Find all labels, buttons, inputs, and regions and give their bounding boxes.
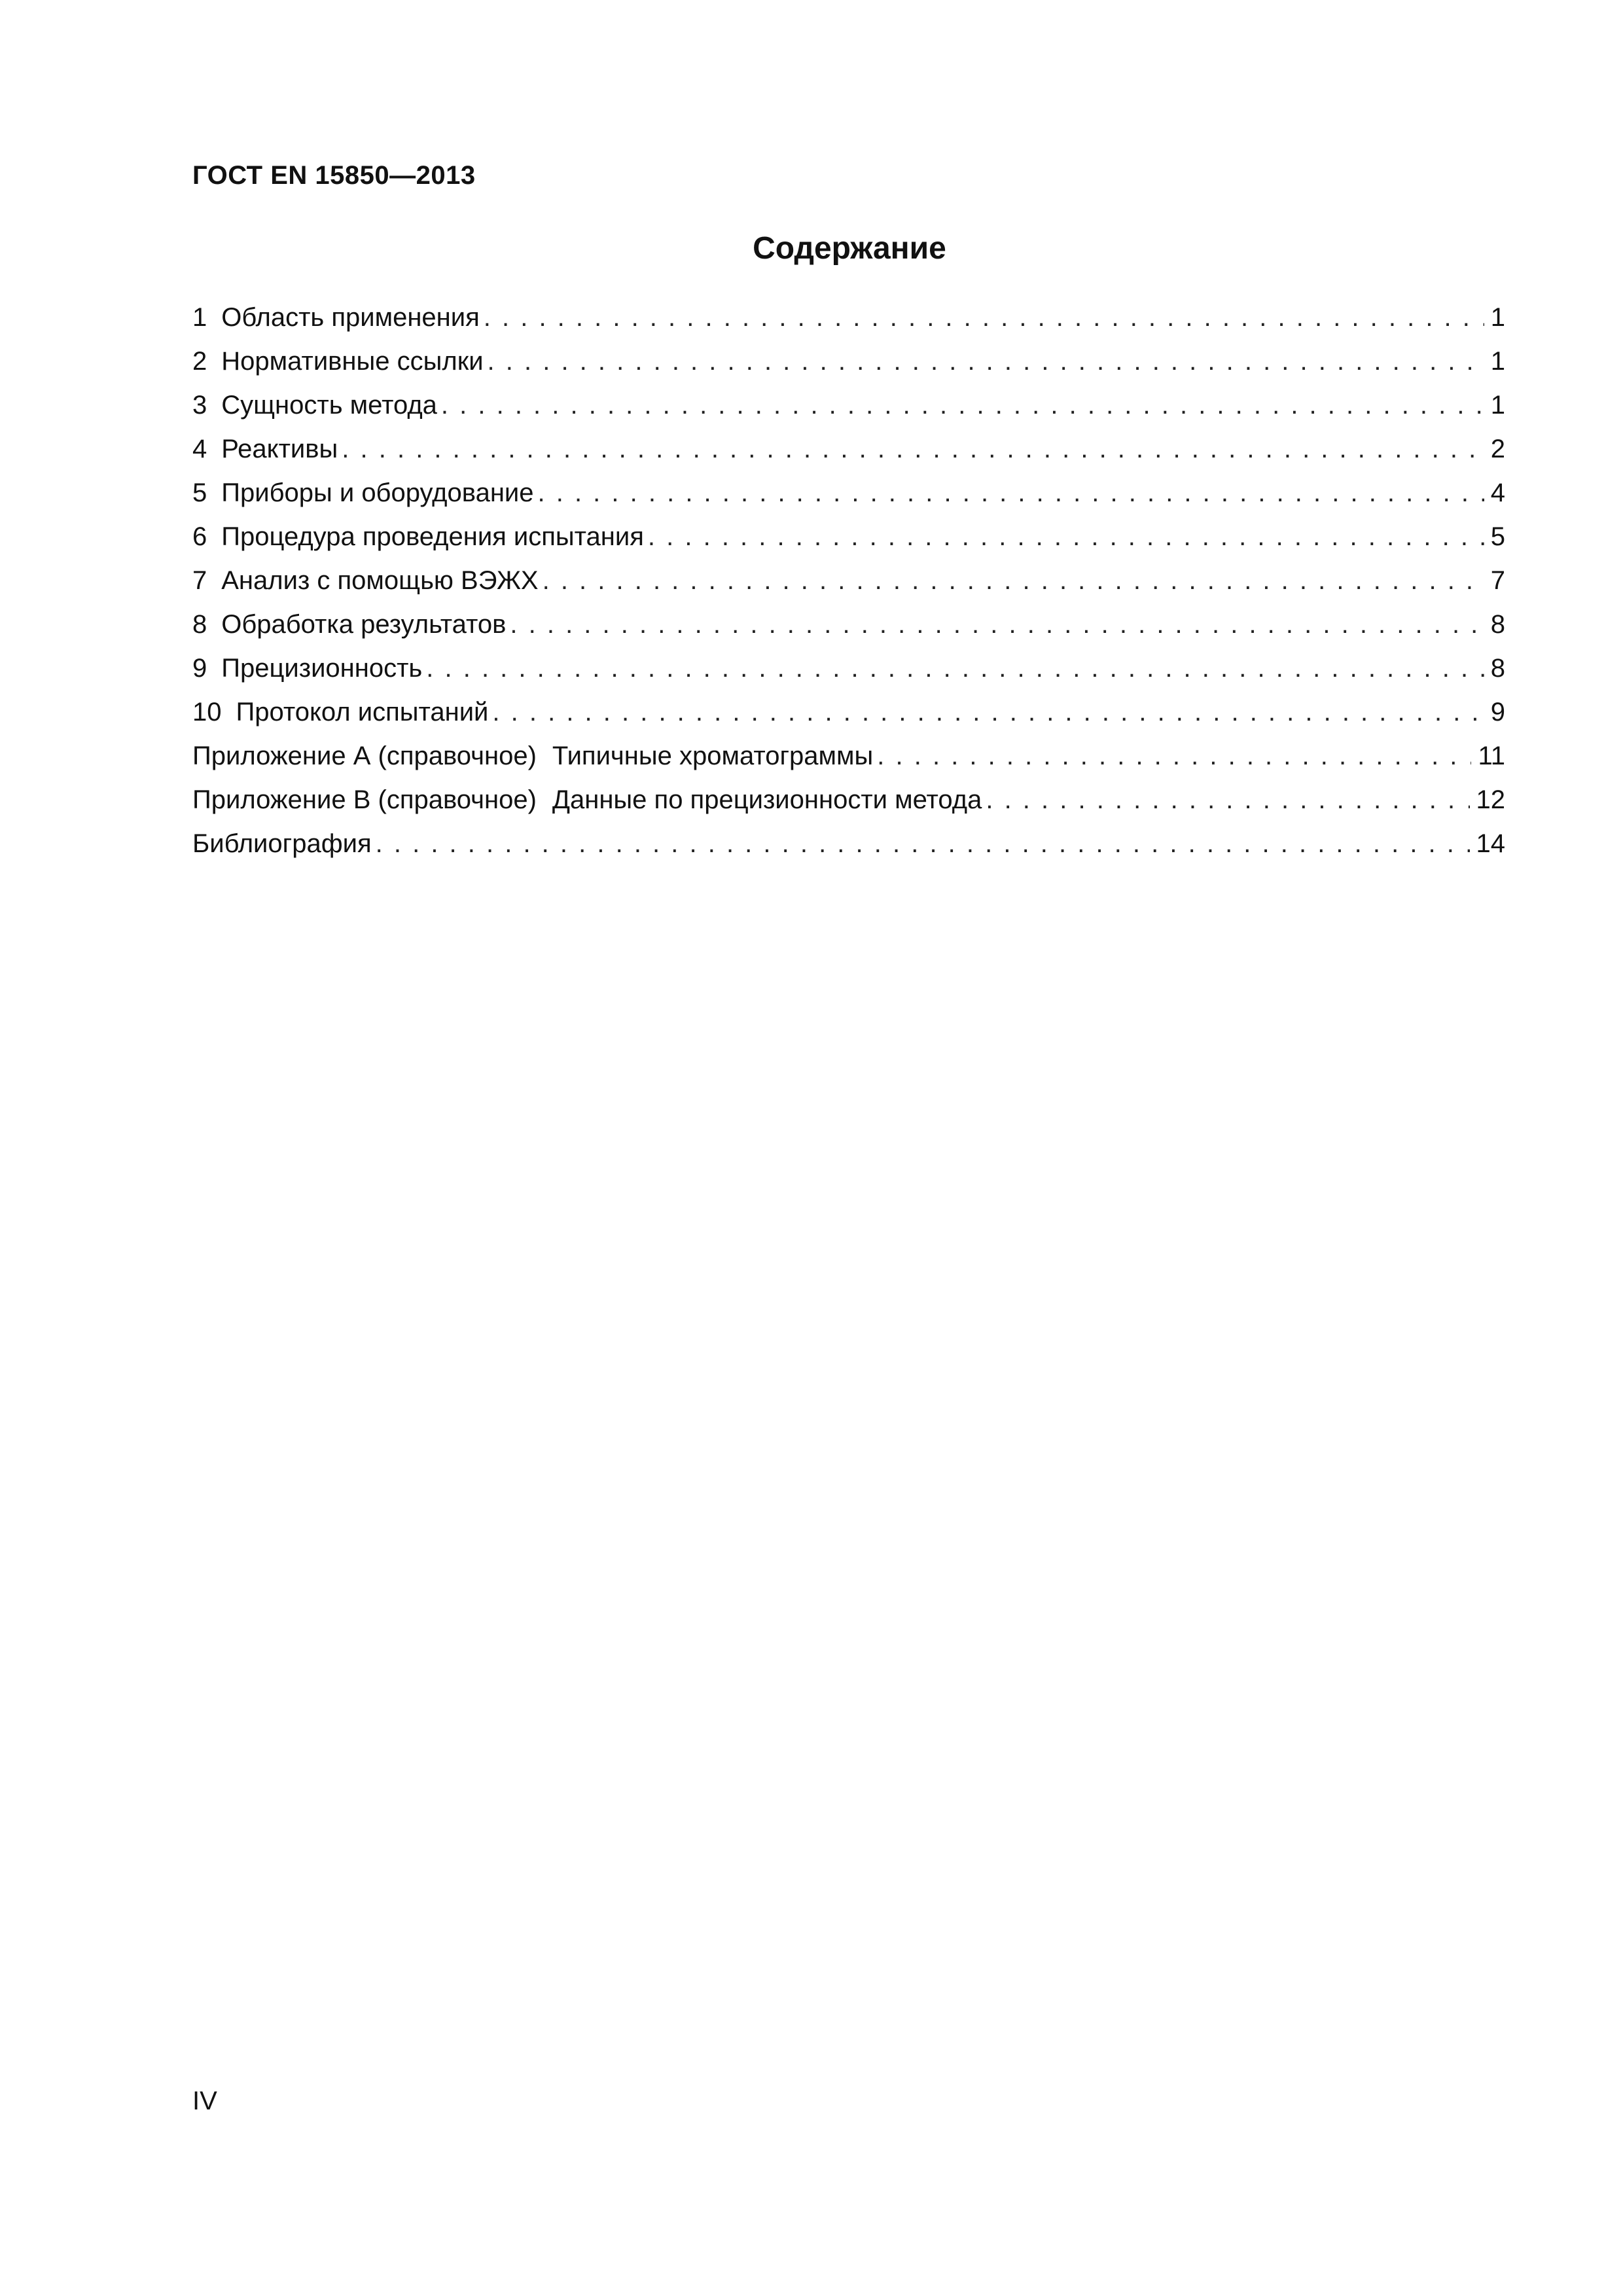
toc-appendix-prefix: Приложение А (справочное) xyxy=(192,742,537,770)
toc-item-number: 5 xyxy=(192,478,207,507)
toc-dot-leader xyxy=(376,822,1470,866)
toc-item-page: 1 xyxy=(1490,347,1505,376)
toc-dot-leader xyxy=(426,647,1484,691)
toc-item-number: 1 xyxy=(192,303,207,332)
toc-item-appendix[interactable] xyxy=(192,778,1505,822)
toc-dot-leader xyxy=(538,471,1484,515)
toc-item-number: 10 xyxy=(192,698,222,726)
toc-item-page: 12 xyxy=(1476,785,1505,814)
toc-item-page: 11 xyxy=(1478,742,1505,770)
toc-item[interactable] xyxy=(192,471,1505,515)
toc-dot-leader xyxy=(986,778,1469,822)
toc-item-label: Протокол испытаний xyxy=(236,698,489,726)
toc-item-bibliography[interactable] xyxy=(192,822,1505,866)
toc-item-page: 8 xyxy=(1490,610,1505,639)
toc-item-appendix[interactable] xyxy=(192,734,1505,778)
toc-dot-leader xyxy=(510,603,1484,647)
toc-item-page: 14 xyxy=(1476,829,1505,858)
toc-item-page: 2 xyxy=(1490,435,1505,463)
toc-title: Содержание xyxy=(753,231,946,266)
toc-item[interactable] xyxy=(192,691,1505,734)
toc-dot-leader xyxy=(648,515,1484,559)
toc-item-page: 4 xyxy=(1490,478,1505,507)
toc-item[interactable] xyxy=(192,603,1505,647)
toc-item-page: 9 xyxy=(1490,698,1505,726)
toc-item-page: 1 xyxy=(1490,303,1505,332)
toc-item-label: Обработка результатов xyxy=(221,610,507,639)
toc-dot-leader xyxy=(488,340,1484,384)
toc-item-page: 7 xyxy=(1490,566,1505,595)
toc-item-number: 8 xyxy=(192,610,207,639)
toc-item-label: Нормативные ссылки xyxy=(221,347,484,376)
toc-item-page: 5 xyxy=(1490,522,1505,551)
toc-item-number: 2 xyxy=(192,347,207,376)
toc-dot-leader xyxy=(877,734,1471,778)
toc-item[interactable] xyxy=(192,427,1505,471)
toc-item-label: Сущность метода xyxy=(221,391,437,420)
toc-dot-leader xyxy=(441,384,1484,427)
toc-item-label: Приборы и оборудование xyxy=(221,478,534,507)
toc-item-label: Библиография xyxy=(192,829,372,858)
toc-item[interactable] xyxy=(192,340,1505,384)
toc-item-number: 9 xyxy=(192,654,207,683)
toc-dot-leader xyxy=(492,691,1484,734)
toc-item[interactable] xyxy=(192,384,1505,427)
toc-dot-leader xyxy=(342,427,1484,471)
toc-item-label: Анализ с помощью ВЭЖХ xyxy=(221,566,539,595)
toc-item-number: 3 xyxy=(192,391,207,420)
toc-item-page: 1 xyxy=(1490,391,1505,420)
toc-item-label: Реактивы xyxy=(221,435,338,463)
document-code-header: ГОСТ EN 15850—2013 xyxy=(192,161,476,190)
toc-item-number: 4 xyxy=(192,435,207,463)
toc-item-number: 7 xyxy=(192,566,207,595)
toc-dot-leader xyxy=(484,296,1484,340)
toc-appendix-prefix: Приложение В (справочное) xyxy=(192,785,537,814)
page-number: IV xyxy=(192,2087,217,2115)
toc-item-number: 6 xyxy=(192,522,207,551)
toc-item-label: Данные по прецизионности метода xyxy=(552,785,982,814)
toc-item-label: Типичные хроматограммы xyxy=(552,742,874,770)
toc-item[interactable] xyxy=(192,296,1505,340)
toc-item-label: Прецизионность xyxy=(221,654,423,683)
table-of-contents xyxy=(192,296,1505,866)
toc-item-label: Процедура проведения испытания xyxy=(221,522,644,551)
toc-item[interactable] xyxy=(192,559,1505,603)
toc-item-page: 8 xyxy=(1490,654,1505,683)
toc-item-label: Область применения xyxy=(221,303,480,332)
toc-item[interactable] xyxy=(192,647,1505,691)
toc-dot-leader xyxy=(543,559,1484,603)
toc-item[interactable] xyxy=(192,515,1505,559)
